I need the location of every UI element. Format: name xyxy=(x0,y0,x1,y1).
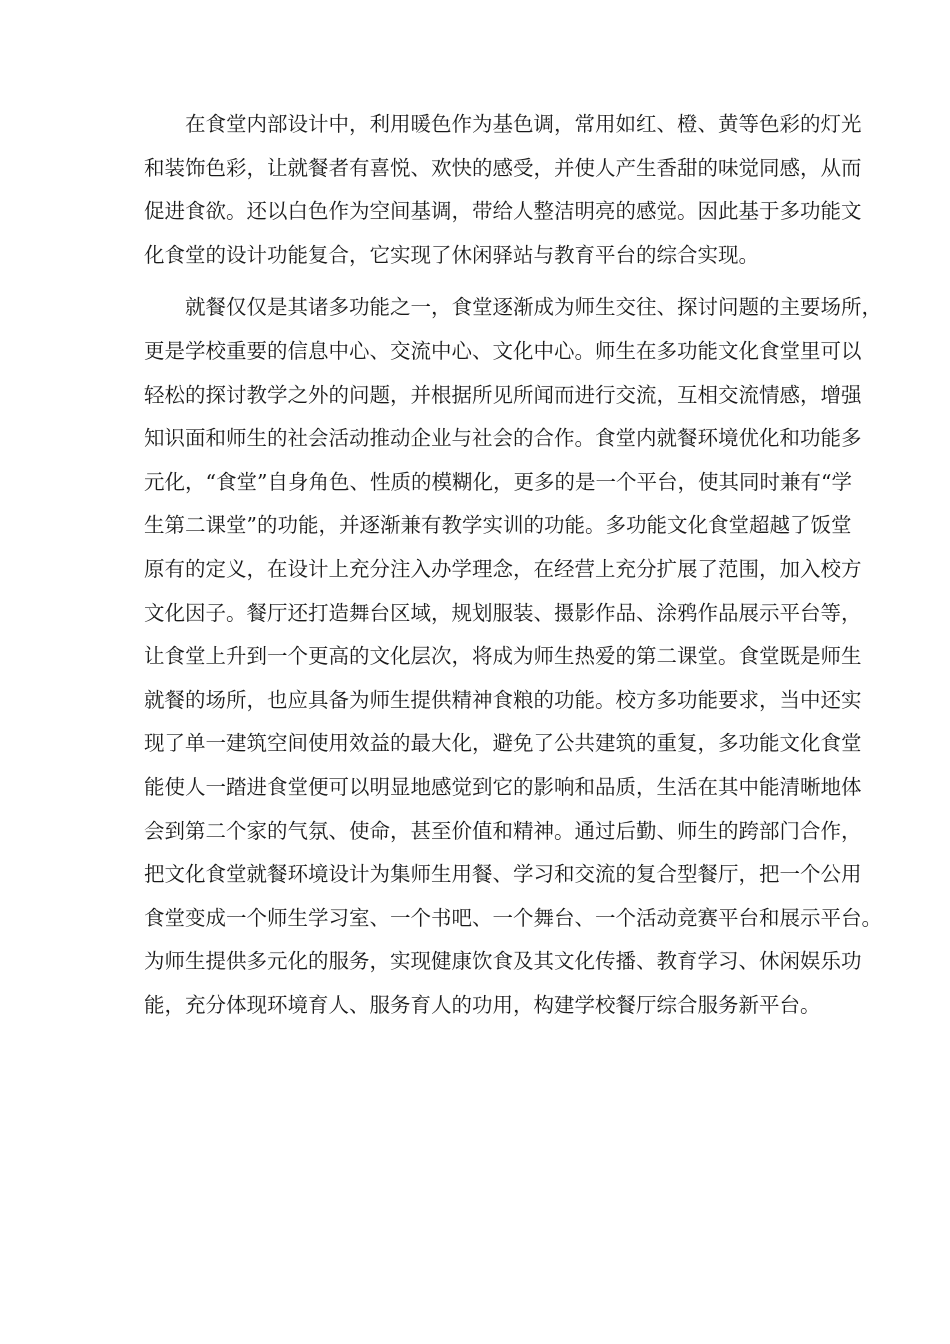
text-line: 元化，“食堂”自身角色、性质的模糊化，更多的是一个平台，使其同时兼有“学 xyxy=(144,469,852,494)
text-line: 让食堂上升到一个更高的文化层次，将成为师生热爱的第二课堂。食堂既是师生 xyxy=(144,644,862,669)
text-line: 文化因子。餐厅还打造舞台区域，规划服装、摄影作品、涂鸦作品展示平台等， xyxy=(144,600,862,625)
text-line: 知识面和师生的社会活动推动企业与社会的合作。食堂内就餐环境优化和功能多 xyxy=(144,426,862,451)
text-line: 在食堂内部设计中，利用暖色作为基色调，常用如红、橙、黄等色彩的灯光 xyxy=(185,112,862,136)
text-line: 能，充分体现环境育人、服务育人的功用，构建学校餐厅综合服务新平台。 xyxy=(144,992,821,1017)
text-line: 促进食欲。还以白色作为空间基调，带给人整洁明亮的感觉。因此基于多功能文 xyxy=(144,199,862,224)
text-line: 就餐的场所，也应具备为师生提供精神食粮的功能。校方多功能要求，当中还实 xyxy=(144,687,862,712)
document-body xyxy=(144,103,882,1027)
text-line: 会到第二个家的气氛、使命，甚至价值和精神。通过后勤、师生的跨部门合作， xyxy=(144,818,862,843)
text-line: 和装饰色彩，让就餐者有喜悦、欢快的感受，并使人产生香甜的味觉同感，从而 xyxy=(144,155,862,180)
text-line: 能使人一踏进食堂便可以明显地感觉到它的影响和品质，生活在其中能清晰地体 xyxy=(144,774,862,799)
text-line: 化食堂的设计功能复合，它实现了休闲驿站与教育平台的综合实现。 xyxy=(144,242,759,267)
text-line: 更是学校重要的信息中心、交流中心、文化中心。师生在多功能文化食堂里可以 xyxy=(144,338,862,363)
text-line: 现了单一建筑空间使用效益的最大化，避免了公共建筑的重复，多功能文化食堂 xyxy=(144,731,862,756)
text-line: 生第二课堂”的功能，并逐渐兼有教学实训的功能。多功能文化食堂超越了饭堂 xyxy=(144,513,852,538)
text-line: 轻松的探讨教学之外的问题，并根据所见所闻而进行交流，互相交流情感，增强 xyxy=(144,382,862,407)
paragraph-gap xyxy=(144,277,816,286)
paragraph-1 xyxy=(144,103,862,277)
text-line: 把文化食堂就餐环境设计为集师生用餐、学习和交流的复合型餐厅，把一个公用 xyxy=(144,862,862,887)
text-line: 就餐仅仅是其诸多功能之一，食堂逐渐成为师生交往、探讨问题的主要场所， xyxy=(185,295,882,320)
text-line: 原有的定义，在设计上充分注入办学理念，在经营上充分扩展了范围，加入校方 xyxy=(144,556,862,581)
text-line: 食堂变成一个师生学习室、一个书吧、一个舞台、一个活动竞赛平台和展示平台。 xyxy=(144,905,882,930)
text-line: 为师生提供多元化的服务，实现健康饮食及其文化传播、教育学习、休闲娱乐功 xyxy=(144,949,862,974)
paragraph-2 xyxy=(144,286,882,1027)
